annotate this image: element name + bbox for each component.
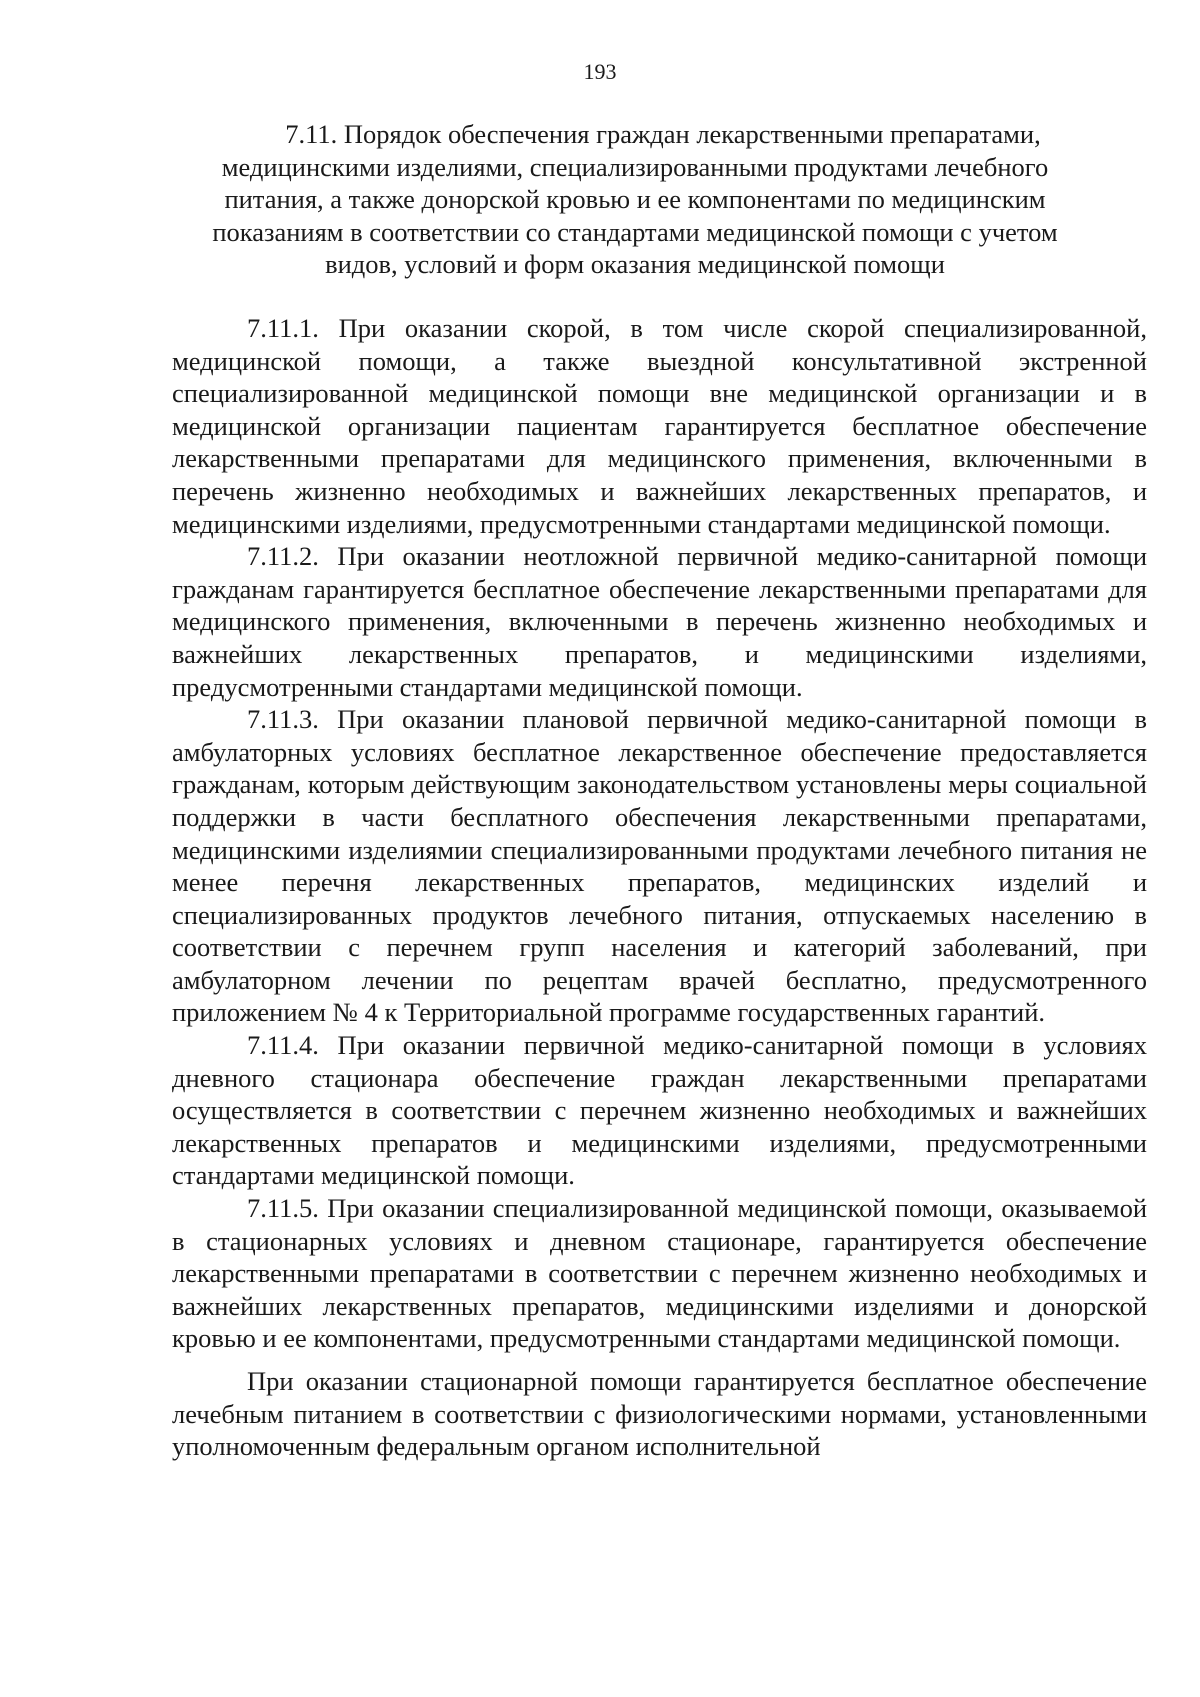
section-title-text: 7.11. Порядок обеспечения граждан лекарственными препаратами, медицинскими изделиями, специализированными продуктами лечебного питания, а также донорской кровью и ее компонентами по медицинским показаниям в соответствии со стандартами медицинской помощи с учетом видов, условий и форм оказания медицинской помощи xyxy=(212,119,1058,279)
page-number: 193 xyxy=(583,59,617,84)
paragraph-7-11-2: 7.11.2. При оказании неотложной первичной медико-санитарной помощи гражданам гарантируется бесплатное обеспечение лекарственными препаратами для медицинского применения, включенными в перечень жизненно необходимых и важнейших лекарственных препаратов, и медицинскими изделиями, предусмотренными стандартами медицинской помощи. xyxy=(172,541,1147,702)
paragraph-7-11-3: 7.11.3. При оказании плановой первичной медико-санитарной помощи в амбулаторных условиях бесплатное лекарственное обеспечение предоставляется гражданам, которым действующим законодательством установлены меры социальной поддержки в части бесплатного обеспечения лекарственными препаратами, медицинскими изделиямии специализированными продуктами лечебного питания не менее перечня лекарственных препаратов, медицинских изделий и специализированных продуктов лечебного питания, отпускаемых населению в соответствии с перечнем групп населения и категорий заболеваний, при амбулаторном лечении по рецептам врачей бесплатно, предусмотренного приложением № 4 к Территориальной программе государственных гарантий. xyxy=(172,704,1147,1028)
paragraph-7-11-5: 7.11.5. При оказании специализированной медицинской помощи, оказываемой в стационарных условиях и дневном стационаре, гарантируется обеспечение лекарственными препаратами в соответствии с перечнем жизненно необходимых и важнейших лекарственных препаратов, медицинскими изделиями и донорской кровью и ее компонентами, предусмотренными стандартами медицинской помощи. xyxy=(172,1193,1147,1354)
paragraph-7-11-1: 7.11.1. При оказании скорой, в том числе скорой специализированной, медицинской помощи, а также выездной консультативной экстренной специализированной медицинской помощи вне медицинской организации и в медицинской организации пациентам гарантируется бесплатное обеспечение лекарственными препаратами для медицинского применения, включенными в перечень жизненно необходимых и важнейших лекарственных препаратов, и медицинскими изделиями, предусмотренными стандартами медицинской помощи. xyxy=(172,313,1147,539)
document-body xyxy=(172,312,1147,1463)
section-title xyxy=(200,118,1070,281)
paragraph-7-11-4: 7.11.4. При оказании первичной медико-санитарной помощи в условиях дневного стационара обеспечение граждан лекарственными препаратами осуществляется в соответствии с перечнем жизненно необходимых и важнейших лекарственных препаратов и медицинскими изделиями, предусмотренными стандартами медицинской помощи. xyxy=(172,1030,1147,1191)
paragraph-inpatient-nutrition: При оказании стационарной помощи гарантируется бесплатное обеспечение лечебным питанием в соответствии с физиологическими нормами, установленными уполномоченным федеральным органом исполнительной xyxy=(172,1366,1147,1462)
